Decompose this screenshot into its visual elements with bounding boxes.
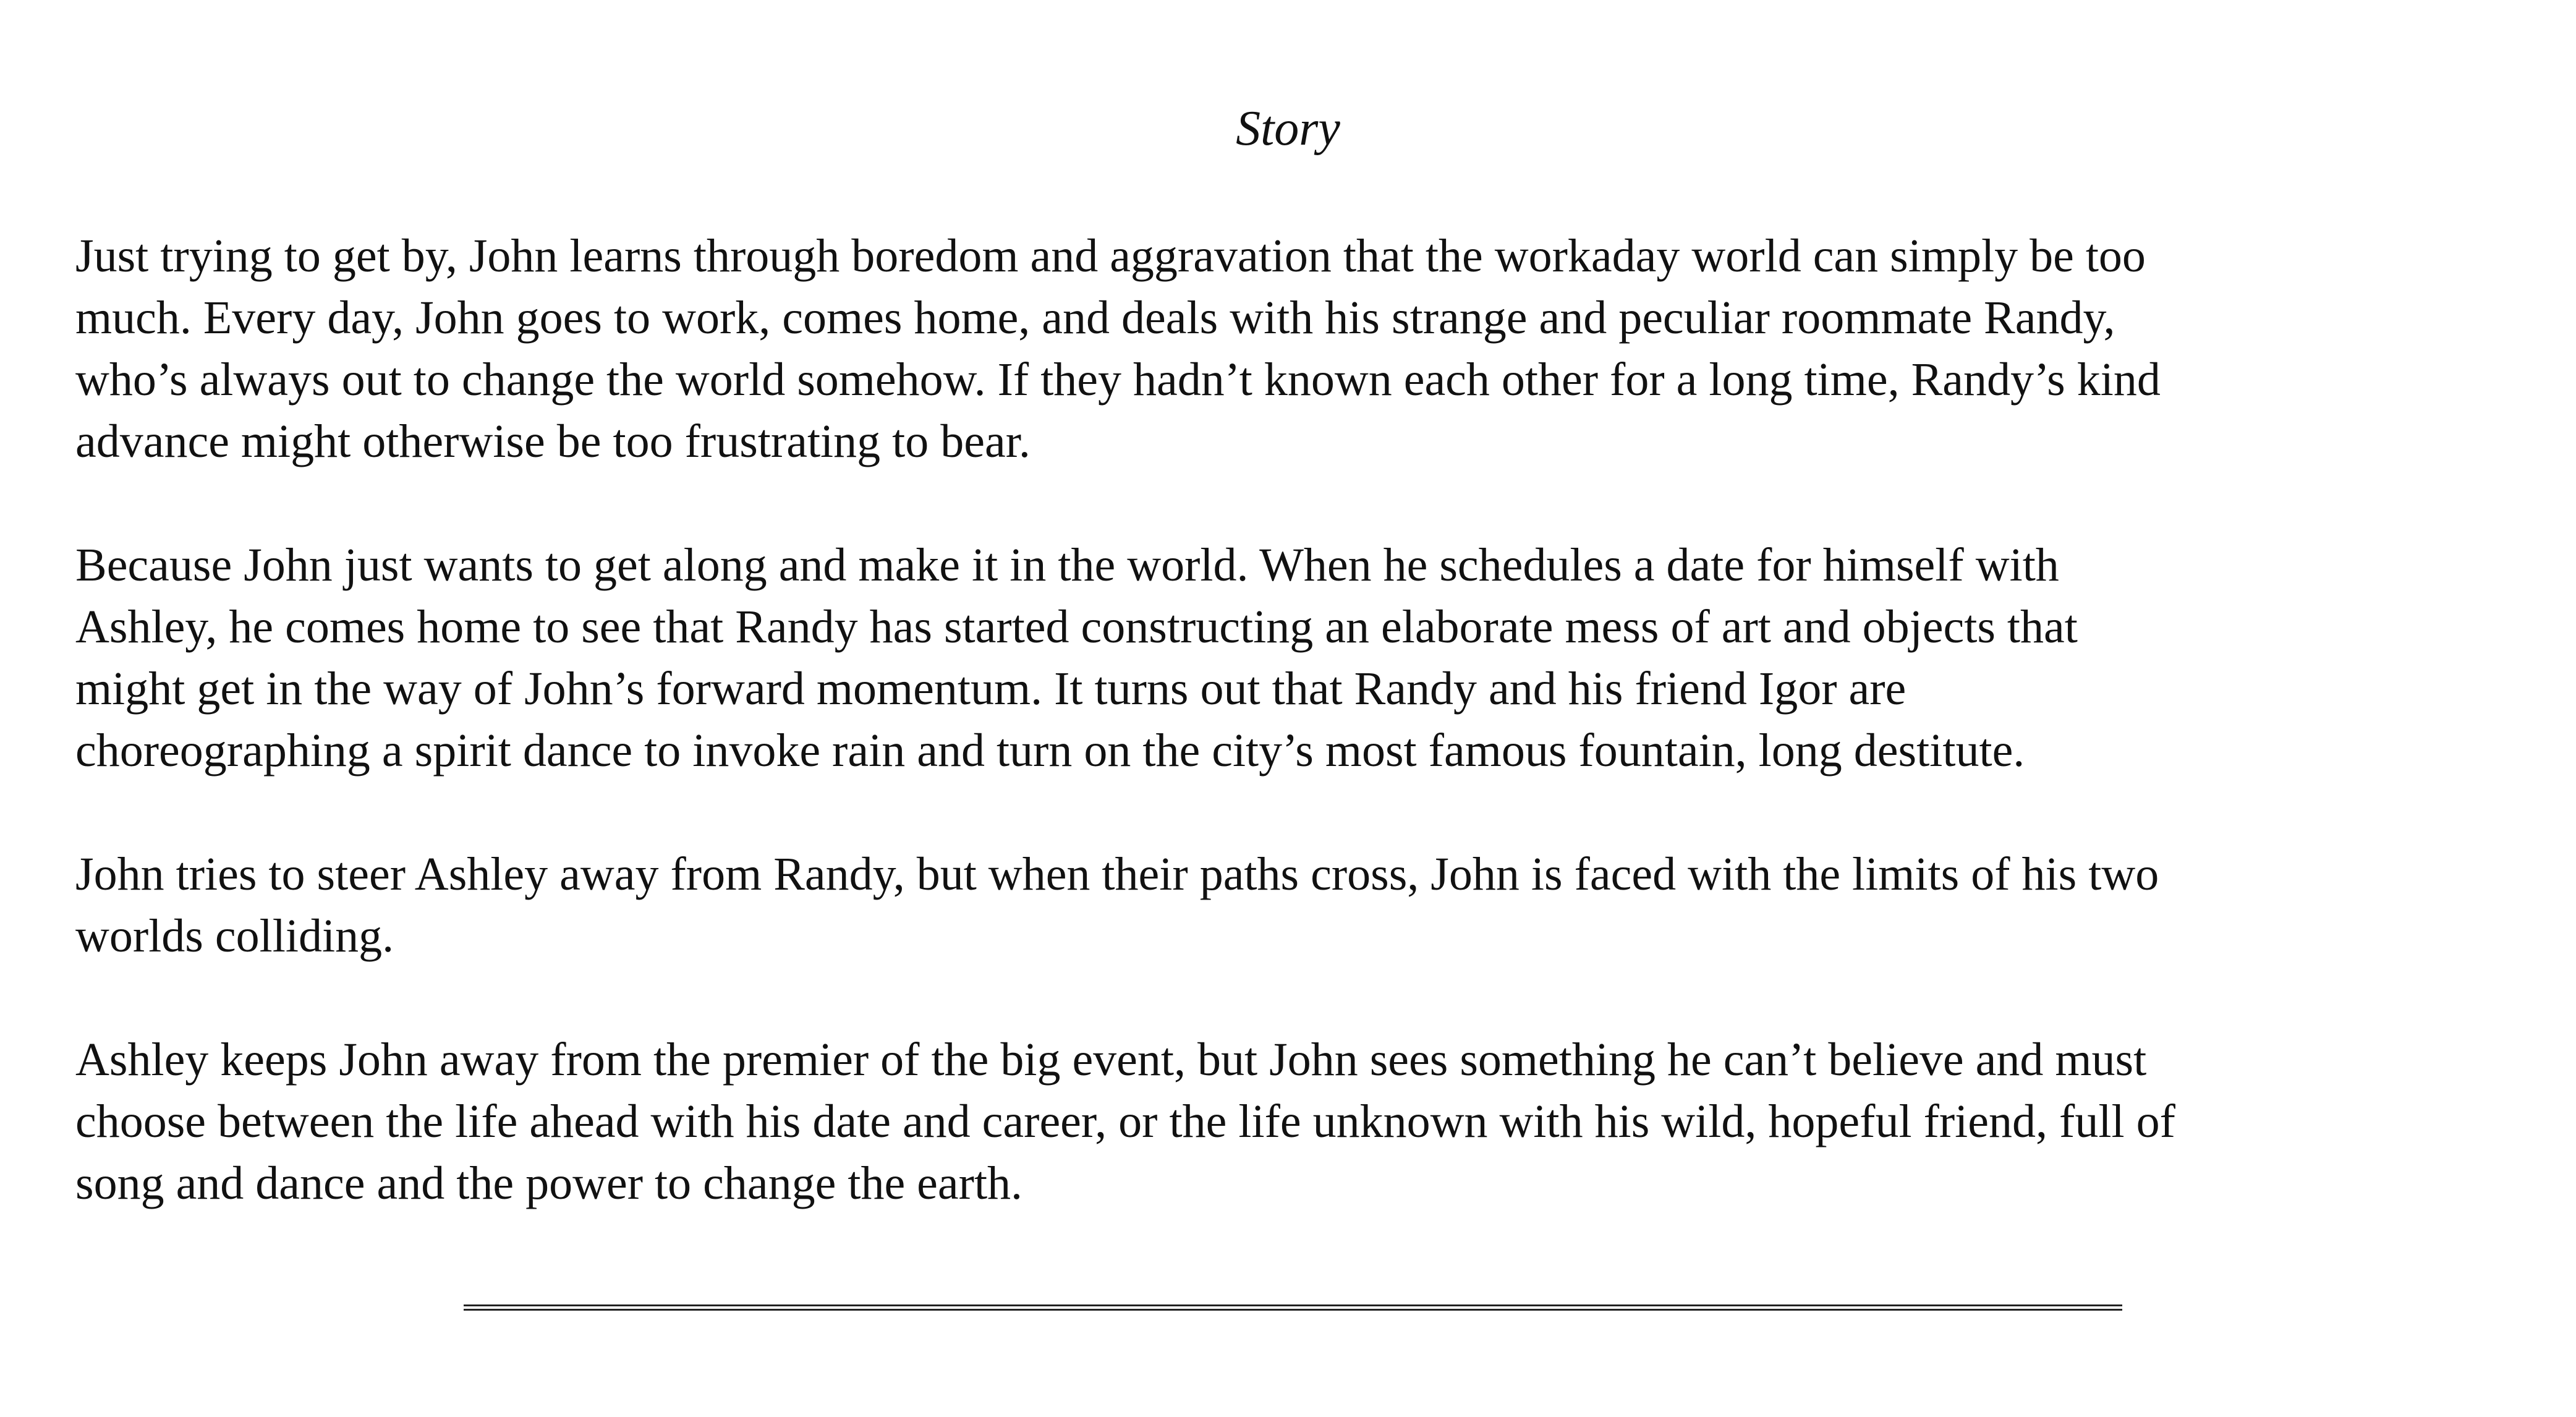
text-line: Because John just wants to get along and make it in the world. When he schedules a date for himself with	[75, 539, 2059, 591]
text-line: worlds colliding.	[75, 910, 394, 962]
text-line: Ashley keeps John away from the premier of the big event, but John sees something he can’t believe and must	[75, 1034, 2147, 1086]
horizontal-divider	[464, 1304, 2122, 1311]
text-line: might get in the way of John’s forward momentum. It turns out that Randy and his friend Igor are	[75, 663, 1906, 715]
text-line: Ashley, he comes home to see that Randy has started constructing an elaborate mess of art and objects that	[75, 601, 2078, 653]
section-title: Story	[1236, 101, 1340, 156]
story-paragraph-4	[75, 1029, 2542, 1214]
story-body	[75, 225, 2542, 1276]
text-line: who’s always out to change the world somehow. If they hadn’t known each other for a long time, Randy’s kind	[75, 354, 2161, 406]
text-line: John tries to steer Ashley away from Randy, but when their paths cross, John is faced with the limits of his two	[75, 848, 2159, 900]
text-line: choreographing a spirit dance to invoke rain and turn on the city’s most famous fountain, long destitute.	[75, 725, 2025, 777]
story-paragraph-3	[75, 843, 2542, 967]
text-line: much. Every day, John goes to work, comes home, and deals with his strange and peculiar roommate Randy,	[75, 292, 2115, 344]
text-line: song and dance and the power to change the earth.	[75, 1157, 1023, 1209]
text-line: Just trying to get by, John learns through boredom and aggravation that the workaday world can simply be too	[75, 230, 2146, 282]
text-line: advance might otherwise be too frustrating to bear.	[75, 415, 1031, 467]
text-line: choose between the life ahead with his date and career, or the life unknown with his wild, hopeful friend, full of	[75, 1096, 2175, 1147]
story-paragraph-2	[75, 534, 2542, 781]
story-paragraph-1	[75, 225, 2542, 472]
